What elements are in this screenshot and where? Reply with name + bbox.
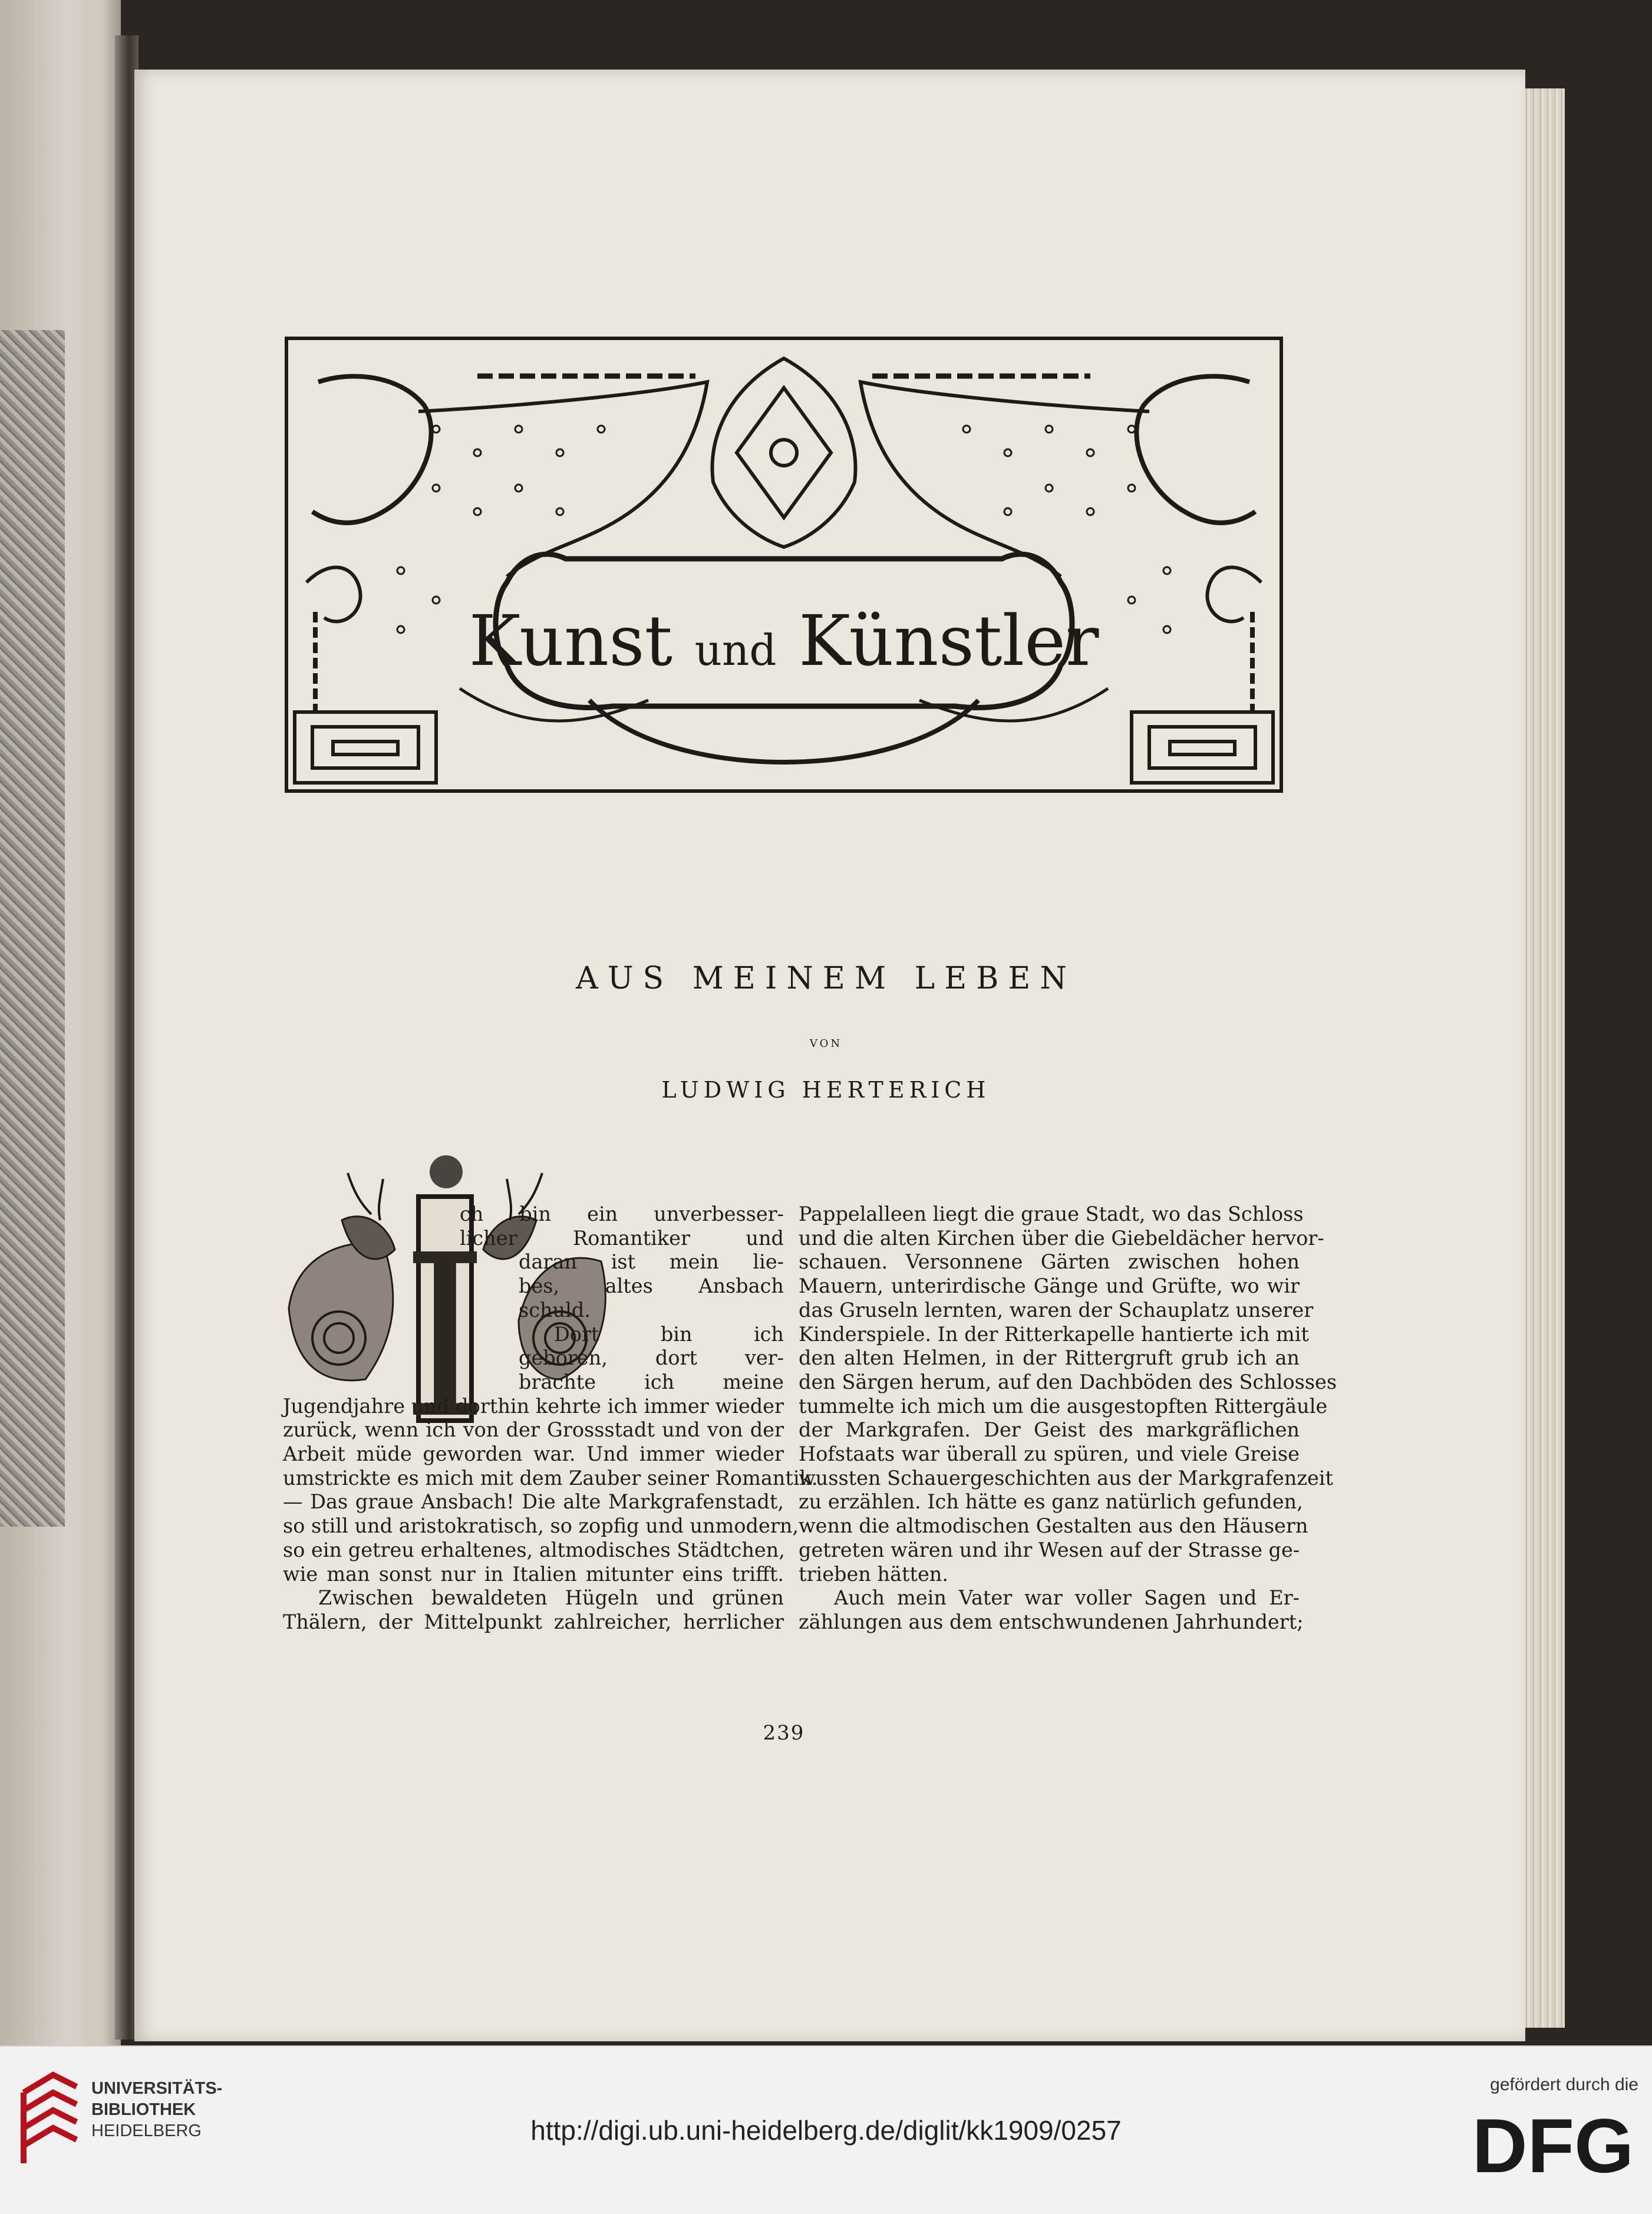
drop-cap-letter: I [400, 1207, 490, 1426]
right-column-line: tummelte ich mich um die ausgestopften Rittergäule [799, 1394, 1328, 1418]
right-column-line: das Gruseln lernten, waren der Schauplatz unserer [799, 1298, 1314, 1322]
left-column-line: licher Romantiker und [460, 1226, 784, 1250]
dfg-logo-icon [1468, 2104, 1638, 2181]
right-column-line: und die alten Kirchen über die Giebeldächer hervor- [799, 1226, 1324, 1250]
left-column-line: — Das graue Ansbach! Die alte Markgrafenstadt, [283, 1490, 784, 1514]
left-column-line: so ein getreu erhaltenes, altmodisches Städtchen, [283, 1538, 785, 1561]
left-column-line: ch bin ein unverbesser- [460, 1202, 784, 1225]
funded-by-text: gefördert durch die [1490, 2075, 1638, 2094]
byline-von: von [809, 1033, 843, 1051]
right-column-line: wussten Schauergeschichten aus der Markgrafenzeit [799, 1466, 1333, 1490]
column-left [283, 1202, 818, 1635]
left-column-line: Thälern, der Mittelpunkt zahlreicher, herrlicher [283, 1610, 784, 1633]
right-column-line: Pappelalleen liegt die graue Stadt, wo das Schloss [799, 1202, 1304, 1225]
left-column-line: Arbeit müde geworden war. Und immer wieder [283, 1442, 784, 1466]
library-line-1: UNIVERSITÄTS- [91, 2079, 223, 2098]
right-column-line: der Markgrafen. Der Geist des markgräflichen [799, 1418, 1300, 1442]
left-column-line: bes, altes Ansbach [519, 1274, 784, 1298]
dfg-logo-text: DFG [1472, 2104, 1634, 2181]
right-column-line: Auch mein Vater war voller Sagen und Er- [834, 1586, 1300, 1610]
left-column-line: brachte ich meine [519, 1370, 784, 1393]
right-column-line: trieben hätten. [799, 1562, 949, 1586]
right-column-line: schauen. Versonnene Gärten zwischen hohen [799, 1250, 1300, 1274]
left-column-line: daran ist mein lie- [519, 1250, 784, 1274]
ornament-title-kuenstler: Künstler [798, 600, 1099, 681]
left-column-line: Zwischen bewaldeten Hügeln und grünen [318, 1586, 784, 1610]
left-column-line: schuld. [519, 1298, 591, 1322]
page-number: 239 [763, 1721, 805, 1745]
library-line-3: HEIDELBERG [91, 2121, 202, 2140]
right-column-line: wenn die altmodischen Gestalten aus den Häusern [799, 1514, 1308, 1538]
right-column-line: den alten Helmen, in der Rittergruft grub ich an [799, 1346, 1300, 1370]
article-title: AUS MEINEM LEBEN [576, 961, 1076, 996]
library-line-2: BIBLIOTHEK [91, 2100, 196, 2119]
previous-page-plate [0, 330, 65, 1527]
svg-text:Kunst und Künstler [469, 600, 1100, 681]
left-column-line: zurück, wenn ich von der Grossstadt und von der [283, 1418, 784, 1442]
author-name: LUDWIG HERTERICH [661, 1077, 991, 1103]
ornament-title-und: und [694, 625, 777, 675]
header-ornament [283, 335, 1285, 795]
right-column-line: zählungen aus dem entschwundenen Jahrhundert; [799, 1610, 1304, 1633]
right-column-line: den Särgen herum, auf den Dachböden des Schlosses [799, 1370, 1337, 1393]
right-column-line: Hofstaats war überall zu spüren, und viele Greise [799, 1442, 1300, 1466]
column-right [799, 1202, 1337, 1635]
ornament-title-kunst: Kunst [469, 600, 673, 681]
left-column-line: wie man sonst nur in Italien mitunter eins trifft. [283, 1562, 784, 1586]
right-column-line: Mauern, unterirdische Gänge und Grüfte, wo wir [799, 1274, 1300, 1298]
right-column-line: getreten wären und ihr Wesen auf der Strasse ge- [799, 1538, 1300, 1561]
source-url-link[interactable]: http://digi.ub.uni-heidelberg.de/diglit/kk1909/0257 [530, 2115, 1122, 2146]
left-column-line: so still und aristokratisch, so zopfig und unmodern, [283, 1514, 799, 1538]
right-column-line: Kinderspiele. In der Ritterkapelle hantierte ich mit [799, 1322, 1309, 1346]
left-column-line: Dort bin ich [554, 1322, 784, 1346]
right-column-line: zu erzählen. Ich hätte es ganz natürlich gefunden, [799, 1490, 1303, 1514]
left-column-line: umstrickte es mich mit dem Zauber seiner Romantik. [283, 1466, 818, 1490]
left-column-line: geboren, dort ver- [519, 1346, 784, 1370]
left-column-line: Jugendjahre und dorthin kehrte ich immer wieder [283, 1394, 784, 1418]
